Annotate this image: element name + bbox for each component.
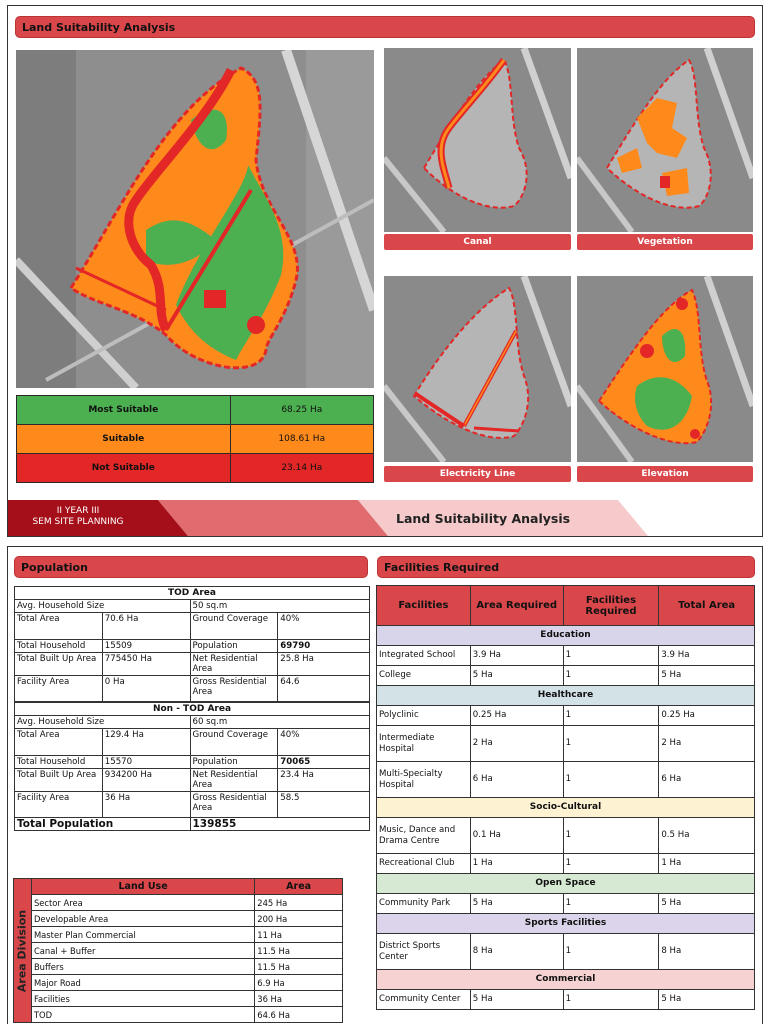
land-use-area: 64.6 Ha	[255, 1007, 343, 1023]
population-table	[14, 586, 370, 831]
facility-total: 3.9 Ha	[659, 646, 755, 666]
facility-name: District Sports Center	[377, 934, 471, 970]
facility-total: 0.25 Ha	[659, 706, 755, 726]
non-tod-label: Net Residential Area	[190, 768, 278, 791]
facility-count: 1	[563, 990, 659, 1010]
facility-name: College	[377, 666, 471, 686]
facility-count: 1	[563, 818, 659, 854]
non-tod-label: Total Built Up Area	[15, 768, 103, 791]
table-row	[377, 934, 755, 970]
facility-total: 5 Ha	[659, 990, 755, 1010]
facility-count: 1	[563, 934, 659, 970]
col-header-facilities-required: Facilities Required	[563, 586, 659, 626]
land-use-area: 245 Ha	[255, 895, 343, 911]
facility-count: 1	[563, 894, 659, 914]
table-row	[14, 1007, 343, 1023]
tod-label: Facility Area	[15, 676, 103, 702]
tod-value: 0 Ha	[102, 676, 190, 702]
facility-total: 1 Ha	[659, 854, 755, 874]
tod-label: Ground Coverage	[190, 613, 278, 640]
facility-count: 1	[563, 762, 659, 798]
facility-name: Community Center	[377, 990, 471, 1010]
tod-value: 70.6 Ha	[102, 613, 190, 640]
table-row	[377, 818, 755, 854]
facility-count: 1	[563, 706, 659, 726]
facility-total: 2 Ha	[659, 726, 755, 762]
facility-name: Music, Dance and Drama Centre	[377, 818, 471, 854]
area-header: Area	[255, 879, 343, 895]
facility-name: Intermediate Hospital	[377, 726, 471, 762]
non-tod-value: 23.4 Ha	[278, 768, 370, 791]
category-socio-cultural: Socio-Cultural	[377, 798, 755, 818]
land-use-area: 6.9 Ha	[255, 975, 343, 991]
suitability-legend	[16, 395, 374, 483]
tod-avg-household-value: 50 sq.m	[190, 600, 370, 613]
tod-label: Net Residential Area	[190, 653, 278, 676]
category-education: Education	[377, 626, 755, 646]
tod-label: Total Area	[15, 613, 103, 640]
area-division-label: Area Division	[14, 879, 32, 1023]
facility-total: 6 Ha	[659, 762, 755, 798]
facility-total: 5 Ha	[659, 666, 755, 686]
table-row	[377, 762, 755, 798]
land-use-name: Master Plan Commercial	[31, 927, 254, 943]
land-use-name: TOD	[31, 1007, 254, 1023]
non-tod-label: Total Household	[15, 755, 103, 768]
table-row	[14, 991, 343, 1007]
population-facilities-sheet	[7, 546, 763, 1024]
non-tod-value: 129.4 Ha	[102, 728, 190, 755]
non-tod-heading: Non - TOD Area	[15, 702, 370, 716]
category-sports-facilities: Sports Facilities	[377, 914, 755, 934]
col-header-area-required: Area Required	[470, 586, 563, 626]
facility-area: 0.25 Ha	[470, 706, 563, 726]
sheet-footer	[8, 500, 764, 536]
footer-title: Land Suitability Analysis	[396, 511, 571, 526]
table-row	[14, 975, 343, 991]
land-use-name: Buffers	[31, 959, 254, 975]
main-suitability-map	[16, 50, 374, 388]
legend-row-most-suitable	[17, 396, 374, 425]
table-row	[377, 646, 755, 666]
non-tod-avg-household-value: 60 sq.m	[190, 715, 370, 728]
table-row	[377, 990, 755, 1010]
legend-value: 23.14 Ha	[230, 454, 373, 483]
land-use-table	[13, 878, 343, 1023]
facility-area: 3.9 Ha	[470, 646, 563, 666]
table-row	[377, 894, 755, 914]
land-use-name: Facilities	[31, 991, 254, 1007]
legend-label: Suitable	[17, 425, 231, 454]
legend-row-suitable	[17, 425, 374, 454]
facility-count: 1	[563, 854, 659, 874]
non-tod-value: 934200 Ha	[102, 768, 190, 791]
land-use-header: Land Use	[31, 879, 254, 895]
col-header-facilities: Facilities	[377, 586, 471, 626]
tod-avg-household-label: Avg. Household Size	[15, 600, 191, 613]
facility-total: 5 Ha	[659, 894, 755, 914]
facility-area: 0.1 Ha	[470, 818, 563, 854]
non-tod-population-value: 70065	[278, 755, 370, 768]
land-use-area: 11.5 Ha	[255, 959, 343, 975]
facility-area: 5 Ha	[470, 990, 563, 1010]
facility-area: 5 Ha	[470, 666, 563, 686]
tod-value: 64.6	[278, 676, 370, 702]
land-use-area: 36 Ha	[255, 991, 343, 1007]
tod-value: 775450 Ha	[102, 653, 190, 676]
legend-value: 68.25 Ha	[230, 396, 373, 425]
year-text: II YEAR III	[56, 506, 100, 516]
non-tod-value: 58.5	[278, 791, 370, 817]
facility-total: 0.5 Ha	[659, 818, 755, 854]
table-row	[14, 959, 343, 975]
land-use-name: Major Road	[31, 975, 254, 991]
tod-label: Population	[190, 640, 278, 653]
facility-total: 8 Ha	[659, 934, 755, 970]
electricity-line-map	[384, 276, 571, 462]
col-header-total-area: Total Area	[659, 586, 755, 626]
land-use-area: 11.5 Ha	[255, 943, 343, 959]
facility-area: 8 Ha	[470, 934, 563, 970]
tod-label: Total Built Up Area	[15, 653, 103, 676]
vegetation-map	[577, 48, 753, 232]
tod-population-value: 69790	[278, 640, 370, 653]
land-use-area: 11 Ha	[255, 927, 343, 943]
map-caption-electricity-line: Electricity Line	[384, 466, 571, 482]
land-use-name: Developable Area	[31, 911, 254, 927]
category-open-space: Open Space	[377, 874, 755, 894]
table-row	[14, 943, 343, 959]
map-caption-elevation: Elevation	[577, 466, 753, 482]
tod-value: 40%	[278, 613, 370, 640]
population-title-bar	[14, 556, 368, 578]
facilities-table	[376, 585, 755, 1010]
tod-value: 25.8 Ha	[278, 653, 370, 676]
tod-value: 15509	[102, 640, 190, 653]
section-title-bar	[15, 16, 755, 38]
category-commercial: Commercial	[377, 970, 755, 990]
non-tod-label: Total Area	[15, 728, 103, 755]
land-suitability-sheet	[7, 5, 763, 537]
section-title: Land Suitability Analysis	[22, 20, 176, 34]
table-row	[377, 726, 755, 762]
facility-name: Multi-Specialty Hospital	[377, 762, 471, 798]
category-healthcare: Healthcare	[377, 686, 755, 706]
table-row	[14, 895, 343, 911]
facility-area: 2 Ha	[470, 726, 563, 762]
facility-count: 1	[563, 726, 659, 762]
population-title: Population	[21, 560, 88, 574]
facility-area: 1 Ha	[470, 854, 563, 874]
legend-row-not-suitable	[17, 454, 374, 483]
table-row	[377, 706, 755, 726]
table-row	[377, 666, 755, 686]
map-caption-canal: Canal	[384, 234, 571, 250]
legend-value: 108.61 Ha	[230, 425, 373, 454]
non-tod-value: 36 Ha	[102, 791, 190, 817]
non-tod-avg-household-label: Avg. Household Size	[15, 715, 191, 728]
tod-heading: TOD Area	[15, 587, 370, 600]
canal-map	[384, 48, 571, 232]
non-tod-label: Ground Coverage	[190, 728, 278, 755]
elevation-map	[577, 276, 753, 462]
tod-label: Total Household	[15, 640, 103, 653]
land-use-name: Sector Area	[31, 895, 254, 911]
legend-label: Not Suitable	[17, 454, 231, 483]
course-text: SEM SITE PLANNING	[32, 517, 124, 527]
facility-name: Polyclinic	[377, 706, 471, 726]
facilities-title-bar	[377, 556, 755, 578]
facility-count: 1	[563, 646, 659, 666]
facilities-title: Facilities Required	[384, 560, 500, 574]
facility-name: Integrated School	[377, 646, 471, 666]
tod-label: Gross Residential Area	[190, 676, 278, 702]
total-population-label: Total Population	[15, 817, 191, 830]
total-population-value: 139855	[190, 817, 370, 830]
facility-name: Community Park	[377, 894, 471, 914]
map-caption-vegetation: Vegetation	[577, 234, 753, 250]
facility-area: 5 Ha	[470, 894, 563, 914]
non-tod-value: 15570	[102, 755, 190, 768]
facility-area: 6 Ha	[470, 762, 563, 798]
non-tod-label: Gross Residential Area	[190, 791, 278, 817]
course-label	[28, 506, 128, 528]
legend-label: Most Suitable	[17, 396, 231, 425]
land-use-name: Canal + Buffer	[31, 943, 254, 959]
land-use-area: 200 Ha	[255, 911, 343, 927]
facility-name: Recreational Club	[377, 854, 471, 874]
non-tod-label: Facility Area	[15, 791, 103, 817]
table-row	[14, 911, 343, 927]
facility-count: 1	[563, 666, 659, 686]
table-row	[377, 854, 755, 874]
non-tod-value: 40%	[278, 728, 370, 755]
non-tod-label: Population	[190, 755, 278, 768]
table-row	[14, 927, 343, 943]
